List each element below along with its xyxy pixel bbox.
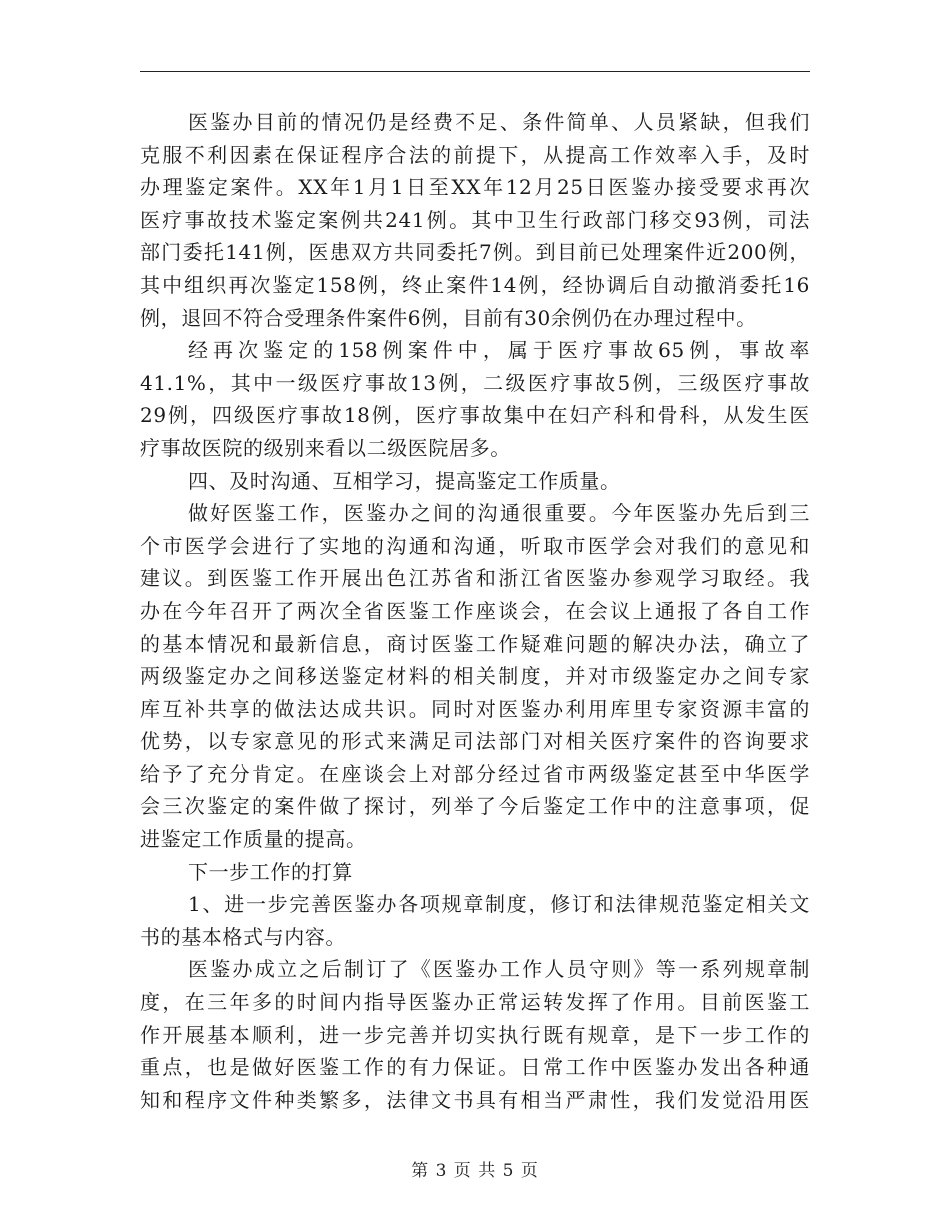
paragraph (140, 888, 810, 953)
paragraph (140, 106, 810, 334)
text-line: 克服不利因素在保证程序合法的前提下，从提高工作效率入手，及时 (140, 142, 810, 167)
paragraph (140, 465, 810, 498)
text-line: 两级鉴定办之间移送鉴定材料的相关制度，并对市级鉴定办之间专家 (140, 664, 810, 689)
text-line: 作开展基本顺利，进一步完善并切实执行既有规章，是下一步工作的 (140, 1022, 810, 1047)
text-line: 部门委托141例，医患双方共同委托7例。到目前已处理案件近200例， (140, 240, 810, 265)
document-body (140, 106, 810, 1116)
text-line: 书的基本格式与内容。 (140, 924, 346, 949)
paragraph (140, 856, 810, 889)
text-line: 会三次鉴定的案件做了探讨，列举了今后鉴定工作中的注意事项，促 (140, 794, 810, 819)
text-line: 医鉴办目前的情况仍是经费不足、条件简单、人员紧缺，但我们 (188, 110, 810, 134)
text-line: 四、及时沟通、互相学习，提高鉴定工作质量。 (188, 468, 621, 493)
text-line: 重点，也是做好医鉴工作的有力保证。日常工作中医鉴办发出各种通 (140, 1055, 810, 1080)
text-line: 度，在三年多的时间内指导医鉴办正常运转发挥了作用。目前医鉴工 (140, 990, 810, 1015)
text-line: 其中组织再次鉴定158例，终止案件14例，经协调后自动撤消委托16 (140, 272, 810, 297)
text-line: 下一步工作的打算 (188, 859, 353, 884)
text-line: 办理鉴定案件。XX年1月1日至XX年12月25日医鉴办接受要求再次 (140, 175, 810, 200)
paragraph (140, 953, 810, 1116)
paragraph (140, 334, 810, 464)
page-footer: 第 3 页 共 5 页 (411, 1161, 539, 1181)
text-line: 库互补共享的做法达成共识。同时对医鉴办利用库里专家资源丰富的 (140, 696, 810, 721)
text-line: 建议。到医鉴工作开展出色江苏省和浙江省医鉴办参观学习取经。我 (140, 566, 810, 591)
text-line: 41.1%，其中一级医疗事故13例，二级医疗事故5例，三级医疗事故 (140, 370, 810, 395)
text-line: 优势，以专家意见的形式来满足司法部门对相关医疗案件的咨询要求 (140, 729, 810, 754)
text-line: 做好医鉴工作，医鉴办之间的沟通很重要。今年医鉴办先后到三 (188, 501, 810, 526)
text-line: 例，退回不符合受理条件案件6例，目前有30余例仍在办理过程中。 (140, 305, 757, 330)
text-line: 经再次鉴定的158例案件中，属于医疗事故65例，事故率 (188, 338, 810, 363)
text-line: 1、进一步完善医鉴办各项规章制度，修订和法律规范鉴定相关文 (188, 892, 810, 917)
paragraph (140, 497, 810, 856)
text-line: 知和程序文件种类繁多，法律文书具有相当严肃性，我们发觉沿用医 (140, 1087, 810, 1112)
text-line: 疗事故医院的级别来看以二级医院居多。 (140, 435, 511, 460)
header-rule (140, 71, 810, 72)
text-line: 个市医学会进行了实地的沟通和沟通，听取市医学会对我们的意见和 (140, 533, 810, 558)
text-line: 医疗事故技术鉴定案例共241例。其中卫生行政部门移交93例，司法 (140, 207, 810, 232)
text-line: 给予了充分肯定。在座谈会上对部分经过省市两级鉴定甚至中华医学 (140, 761, 810, 786)
text-line: 医鉴办成立之后制订了《医鉴办工作人员守则》等一系列规章制 (188, 957, 810, 982)
text-line: 办在今年召开了两次全省医鉴工作座谈会，在会议上通报了各自工作 (140, 598, 810, 623)
text-line: 进鉴定工作质量的提高。 (140, 827, 367, 852)
text-line: 的基本情况和最新信息，商讨医鉴工作疑难问题的解决办法，确立了 (140, 631, 810, 656)
text-line: 29例，四级医疗事故18例，医疗事故集中在妇产科和骨科，从发生医 (140, 403, 810, 428)
